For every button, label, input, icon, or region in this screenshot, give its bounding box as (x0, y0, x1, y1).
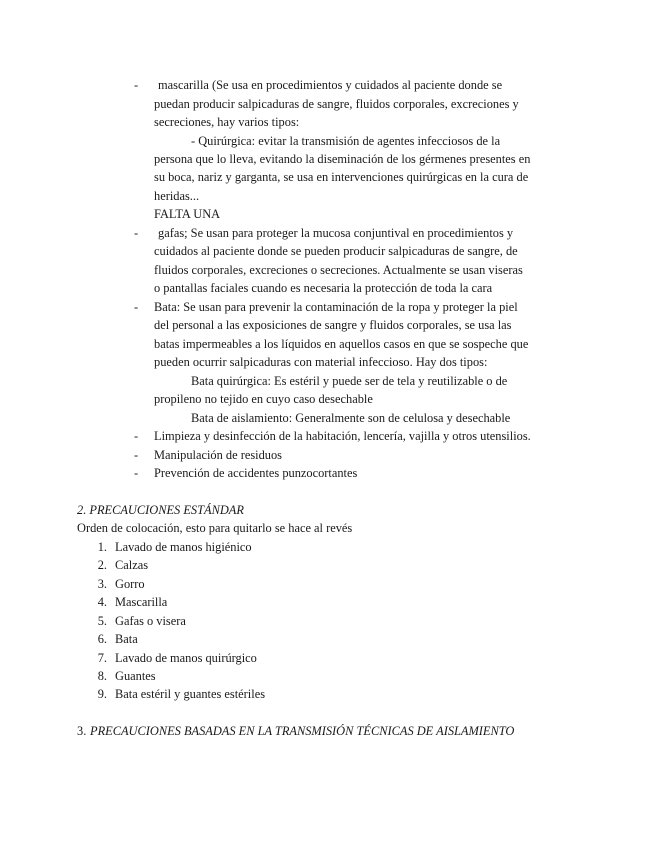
list-text: Gafas o visera (115, 614, 186, 628)
list-number: 4. (97, 595, 107, 609)
list-number: 5. (97, 614, 107, 628)
bullet-line: Limpieza y desinfección de la habitación, lencería, vajilla y otros utensilios. (154, 429, 531, 443)
section-heading-precauciones-estandar: 2. PRECAUCIONES ESTÁNDAR (77, 503, 244, 517)
bullet-line: batas impermeables a los líquidos en aquellos casos en que se sospeche que (154, 337, 529, 351)
bullet-line: cuidados al paciente donde se pueden producir salpicaduras de sangre, de (154, 244, 518, 258)
list-number: 8. (97, 669, 107, 683)
list-number: 7. (97, 651, 107, 665)
section-intro: Orden de colocación, esto para quitarlo se hace al revés (77, 521, 353, 535)
list-number: 9. (97, 687, 107, 701)
bullet-line: fluidos corporales, excreciones o secreciones. Actualmente se usan viseras (154, 263, 523, 277)
bullet-line: puedan producir salpicaduras de sangre, fluidos corporales, excreciones y (154, 97, 519, 111)
bullet-line: mascarilla (Se usa en procedimientos y cuidados al paciente donde se (158, 78, 503, 92)
section-heading-text: PRECAUCIONES BASADAS EN LA TRANSMISIÓN TÉCNICAS DE AISLAMIENTO (90, 724, 515, 738)
bullet-dash: - (134, 429, 139, 443)
bullet-line: Prevención de accidentes punzocortantes (154, 466, 358, 480)
bullet-line: o pantallas faciales cuando es necesaria la protección de toda la cara (154, 281, 493, 295)
bata-type-aislamiento: Bata de aislamiento: Generalmente son de celulosa y desechable (191, 411, 511, 425)
note-text: FALTA UNA (154, 207, 221, 221)
bata-type-quirurgica: Bata quirúrgica: Es estéril y puede ser de tela y reutilizable o de (191, 374, 508, 388)
list-text: Calzas (115, 558, 149, 572)
bullet-line: Bata: Se usan para prevenir la contaminación de la ropa y proteger la piel (154, 300, 518, 314)
list-number: 1. (97, 540, 107, 554)
bullet-line: del personal a las exposiciones de sangre y fluidos corporales, se usa las (154, 318, 512, 332)
section-number: 3. (77, 724, 87, 738)
bullet-line: Manipulación de residuos (154, 448, 283, 462)
list-text: Mascarilla (115, 595, 168, 609)
bullet-line: gafas; Se usan para proteger la mucosa conjuntival en procedimientos y (158, 226, 514, 240)
list-number: 3. (97, 577, 107, 591)
bullet-dash: - (134, 78, 139, 92)
bullet-line: pueden ocurrir salpicaduras con material infeccioso. Hay dos tipos: (154, 355, 488, 369)
bullet-line: secreciones, hay varios tipos: (154, 115, 300, 129)
list-number: 2. (97, 558, 107, 572)
sub-item-line: persona que lo lleva, evitando la diseminación de los gérmenes presentes en (154, 152, 531, 166)
bullet-dash: - (134, 226, 139, 240)
list-text: Bata estéril y guantes estériles (115, 687, 266, 701)
list-number: 6. (97, 632, 107, 646)
sub-item-line: su boca, nariz y garganta, se usa en intervenciones quirúrgicas en la cura de (154, 170, 529, 184)
sub-item: - Quirúrgica: evitar la transmisión de agentes infecciosos de la (191, 134, 501, 148)
list-text: Bata (115, 632, 138, 646)
bullet-dash: - (134, 466, 139, 480)
bata-type-line: propileno no tejido en cuyo caso desechable (154, 392, 373, 406)
sub-item-line: heridas... (154, 189, 200, 203)
list-text: Guantes (115, 669, 156, 683)
list-text: Lavado de manos quirúrgico (115, 651, 257, 665)
list-text: Lavado de manos higiénico (115, 540, 252, 554)
list-text: Gorro (115, 577, 145, 591)
bullet-dash: - (134, 448, 139, 462)
bullet-dash: - (134, 300, 139, 314)
